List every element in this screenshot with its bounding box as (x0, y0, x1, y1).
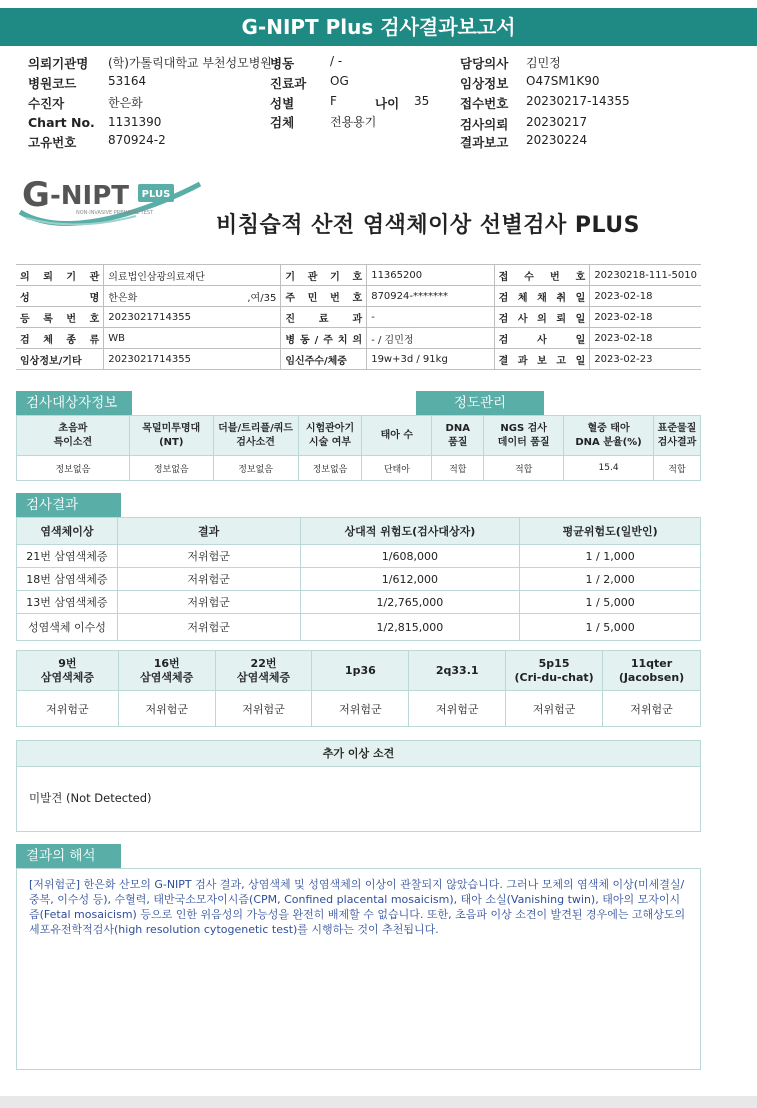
table-cell: 1 / 5,000 (520, 591, 701, 614)
patient-info-table (16, 264, 701, 370)
table-cell: 저위험군 (117, 545, 300, 568)
table-header-row (17, 651, 701, 691)
table-row (17, 568, 701, 591)
table-cell: 1/612,000 (300, 568, 520, 591)
value: 53164 (108, 74, 147, 88)
column-header: 1p36 (312, 651, 409, 691)
table-cell: 1 / 1,000 (520, 545, 701, 568)
table-cell: 저위험군 (506, 691, 603, 727)
table-cell: 정보없음 (17, 456, 130, 481)
value: (학)가톨릭대학교 부천성모병원 (108, 56, 272, 70)
info-label: 등 록 번 호 (16, 307, 104, 328)
value: 35 (414, 94, 430, 108)
column-header: 더블/트리플/쿼드 검사소견 (213, 416, 298, 456)
table-cell: 저위험군 (118, 691, 215, 727)
table-cell: 13번 삼염색체증 (17, 591, 118, 614)
value: 1131390 (108, 115, 162, 129)
main-title: 비침습적 산전 염색체이상 선별검사 PLUS (216, 213, 640, 238)
table-cell: 정보없음 (129, 456, 213, 481)
info-value: 11365200 (367, 265, 494, 286)
info-value: - (367, 307, 494, 328)
table-cell: 1/2,815,000 (300, 614, 520, 641)
table-row (17, 456, 701, 481)
table-row (17, 691, 701, 727)
logo-badge: PLUS (141, 189, 171, 200)
table-row (16, 328, 701, 349)
table-row (17, 614, 701, 641)
table-cell: 저위험군 (603, 691, 701, 727)
column-header: 평균위험도(일반인) (520, 518, 701, 545)
table-cell: 저위험군 (215, 691, 312, 727)
column-header: 시험관아기 시술 여부 (298, 416, 362, 456)
label: 결과보고 (460, 135, 509, 150)
label: 성별 (270, 96, 295, 111)
info-value (104, 286, 281, 307)
table-cell: 정보없음 (213, 456, 298, 481)
table-row (16, 349, 701, 370)
interpretation-text: [저위험군] 한은화 산모의 G-NIPT 검사 결과, 상염색체 및 성염색체의 이상이 관찰되지 않았습니다. 그러나 모체의 염색체 이상(미세결실/중복, 이수성 등), 수혈력, 태반국소모자이시즘(CPM, Confined placental mosaicism), 태아 소실(Vanishing twin), 태아의 모자이시즘(Fetal mosaicism) 등으로 인한 위음성의 가능성을 완전히 배제할 수 없습니다. 또한, 초음파 이상 소견이 발견된 경우에는 고해상도의 세포유전학적검사(high resolution cytogenetic test)를 시행하는 것이 추천됩니다. (16, 868, 701, 1070)
info-value: 2023021714355 (104, 307, 281, 328)
table-cell: 1 / 5,000 (520, 614, 701, 641)
table-cell: 적합 (432, 456, 484, 481)
label: 나이 (375, 96, 400, 111)
info-value: 2023-02-18 (590, 307, 701, 328)
info-value: 870924-******* (367, 286, 494, 307)
patient-sex-age: ,여/35 (247, 292, 277, 304)
info-value: 2023021714355 (104, 349, 281, 370)
column-header: 16번 삼염색체증 (118, 651, 215, 691)
subject-info-table (16, 415, 701, 481)
table-header-row (17, 518, 701, 545)
info-label: 검 사 일 (494, 328, 590, 349)
table-cell: 저위험군 (312, 691, 409, 727)
table-cell: 1/608,000 (300, 545, 520, 568)
table-cell: 단태아 (362, 456, 432, 481)
value: 20230217 (526, 115, 588, 129)
table-cell: 저위험군 (409, 691, 506, 727)
label: 임상정보 (460, 76, 509, 91)
info-label: 기 관 기 호 (281, 265, 367, 286)
info-label: 임신주수/체중 (281, 349, 367, 370)
column-header: 결과 (117, 518, 300, 545)
table-row (16, 286, 701, 307)
info-value: 2023-02-23 (590, 349, 701, 370)
column-header: 상대적 위험도(검사대상자) (300, 518, 520, 545)
column-header: 22번 삼염색체증 (215, 651, 312, 691)
info-label: 의 뢰 기 관 (16, 265, 104, 286)
table-cell: 정보없음 (298, 456, 362, 481)
column-header: 초음파 특이소견 (17, 416, 130, 456)
table-row (17, 545, 701, 568)
results-table (16, 517, 701, 641)
info-label: 접 수 번 호 (494, 265, 590, 286)
table-cell: 저위험군 (117, 591, 300, 614)
additional-findings-box (16, 740, 701, 832)
table-cell: 저위험군 (117, 568, 300, 591)
table-cell: 적합 (484, 456, 564, 481)
label: 검사의뢰 (460, 117, 509, 132)
value: 20230224 (526, 133, 588, 147)
info-label: 주 민 번 호 (281, 286, 367, 307)
logo-nipt: -NIPT (50, 181, 130, 211)
table-cell: 저위험군 (17, 691, 119, 727)
column-header: 태아 수 (362, 416, 432, 456)
info-label: 임상정보/기타 (16, 349, 104, 370)
info-value: 2023-02-18 (590, 286, 701, 307)
value: 전용용기 (330, 115, 377, 129)
table-cell: 적합 (654, 456, 701, 481)
info-label: 결 과 보 고 일 (494, 349, 590, 370)
column-header: 혈중 태아 DNA 분율(%) (564, 416, 654, 456)
info-label: 검 체 채 취 일 (494, 286, 590, 307)
value: F (330, 94, 337, 108)
table-row (16, 265, 701, 286)
table-cell: 저위험군 (117, 614, 300, 641)
additional-findings-value: 미발견 (Not Detected) (29, 791, 152, 805)
info-value: 19w+3d / 91kg (367, 349, 494, 370)
column-header: 목덜미투명대 (NT) (129, 416, 213, 456)
info-value: 20230218-111-5010 (590, 265, 701, 286)
gnipt-logo (16, 170, 206, 232)
column-header: 염색체이상 (17, 518, 118, 545)
label: 병동 (270, 56, 295, 71)
label: 담당의사 (460, 56, 509, 71)
interpretation-tab: 결과의 해석 (16, 844, 121, 868)
label: 진료과 (270, 76, 307, 91)
quality-control-tab: 정도관리 (416, 391, 544, 415)
table-row (16, 307, 701, 328)
table-cell: 18번 삼염색체증 (17, 568, 118, 591)
value: / - (330, 54, 343, 68)
value: 20230217-14355 (526, 94, 630, 108)
info-label: 검 체 종 류 (16, 328, 104, 349)
column-header: 표준물질 검사결과 (654, 416, 701, 456)
table-header-row (17, 416, 701, 456)
column-header: NGS 검사 데이터 품질 (484, 416, 564, 456)
label: 접수번호 (460, 96, 509, 111)
report-title: G-NIPT Plus 검사결과보고서 (0, 8, 757, 46)
patient-name: 한은화 (108, 292, 138, 304)
label: 의뢰기관명 (28, 56, 89, 71)
info-value: WB (104, 328, 281, 349)
label: 고유번호 (28, 135, 77, 150)
table-cell: 성염색체 이수성 (17, 614, 118, 641)
footer-bar (0, 1096, 757, 1108)
table-row (17, 591, 701, 614)
column-header: 5p15 (Cri-du-chat) (506, 651, 603, 691)
value: O47SM1K90 (526, 74, 600, 88)
logo-tagline: NON-INVASIVE PRENATAL TEST (76, 210, 154, 216)
extra-results-table (16, 650, 701, 727)
additional-findings-header: 추가 이상 소견 (17, 741, 700, 767)
table-cell: 1 / 2,000 (520, 568, 701, 591)
info-label: 검 사 의 뢰 일 (494, 307, 590, 328)
value: OG (330, 74, 349, 88)
info-label: 성 명 (16, 286, 104, 307)
label: 수진자 (28, 96, 65, 111)
value: 870924-2 (108, 133, 166, 147)
table-cell: 15.4 (564, 456, 654, 481)
info-value: - / 김민정 (367, 328, 494, 349)
label: Chart No. (28, 115, 95, 130)
column-header: 9번 삼염색체증 (17, 651, 119, 691)
table-cell: 21번 삼염색체증 (17, 545, 118, 568)
label: 병원코드 (28, 76, 77, 91)
column-header: 11qter (Jacobsen) (603, 651, 701, 691)
column-header: DNA 품질 (432, 416, 484, 456)
subject-info-tab: 검사대상자정보 (16, 391, 132, 415)
value: 한은화 (108, 96, 143, 110)
logo-g: G (22, 175, 50, 215)
label: 검체 (270, 115, 295, 130)
table-cell: 1/2,765,000 (300, 591, 520, 614)
column-header: 2q33.1 (409, 651, 506, 691)
value: 김민정 (526, 56, 561, 70)
info-label: 병 동 / 주 치 의 (281, 328, 367, 349)
info-label: 진 료 과 (281, 307, 367, 328)
results-tab: 검사결과 (16, 493, 121, 517)
info-value: 의료법인삼광의료재단 (104, 265, 281, 286)
info-value: 2023-02-18 (590, 328, 701, 349)
